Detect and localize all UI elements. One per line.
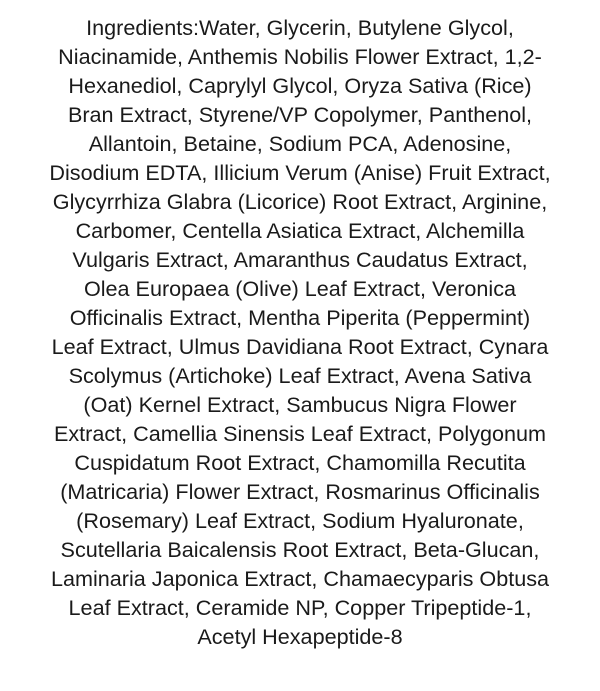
ingredients-line: Laminaria Japonica Extract, Chamaecyparis Obtusa [50,566,550,591]
ingredients-line: Officinalis Extract, Mentha Piperita (Peppermint) [69,305,531,330]
ingredients-line: Bran Extract, Styrene/VP Copolymer, Panthenol, [67,102,533,127]
ingredients-line: Cuspidatum Root Extract, Chamomilla Recutita [74,450,526,475]
ingredients-line: Glycyrrhiza Glabra (Licorice) Root Extract, Arginine, [52,189,548,214]
ingredients-line: Niacinamide, Anthemis Nobilis Flower Extract, 1,2- [58,44,542,69]
ingredients-line: Acetyl Hexapeptide-8 [197,624,403,649]
ingredients-line: Scutellaria Baicalensis Root Extract, Beta-Glucan, [60,537,540,562]
ingredients-line: Extract, Camellia Sinensis Leaf Extract, Polygonum [53,421,547,446]
ingredients-line: Vulgaris Extract, Amaranthus Caudatus Extract, [72,247,528,272]
ingredients-line: (Oat) Kernel Extract, Sambucus Nigra Flower [83,392,517,417]
ingredients-text [12,13,588,651]
ingredients-line: Carbomer, Centella Asiatica Extract, Alchemilla [75,218,525,243]
ingredients-line: Disodium EDTA, Illicium Verum (Anise) Fruit Extract, [49,160,551,185]
ingredients-line: Ingredients:Water, Glycerin, Butylene Glycol, [86,15,514,40]
ingredients-line: Scolymus (Artichoke) Leaf Extract, Avena Sativa [68,363,532,388]
ingredients-line: Olea Europaea (Olive) Leaf Extract, Veronica [83,276,517,301]
ingredients-line: Hexanediol, Caprylyl Glycol, Oryza Sativa (Rice) [68,73,532,98]
ingredients-line: Leaf Extract, Ceramide NP, Copper Tripeptide-1, [68,595,532,620]
ingredients-line: (Matricaria) Flower Extract, Rosmarinus Officinalis [60,479,540,504]
ingredients-line: Leaf Extract, Ulmus Davidiana Root Extract, Cynara [51,334,549,359]
ingredients-line: Allantoin, Betaine, Sodium PCA, Adenosine, [88,131,512,156]
ingredients-line: (Rosemary) Leaf Extract, Sodium Hyaluronate, [76,508,524,533]
